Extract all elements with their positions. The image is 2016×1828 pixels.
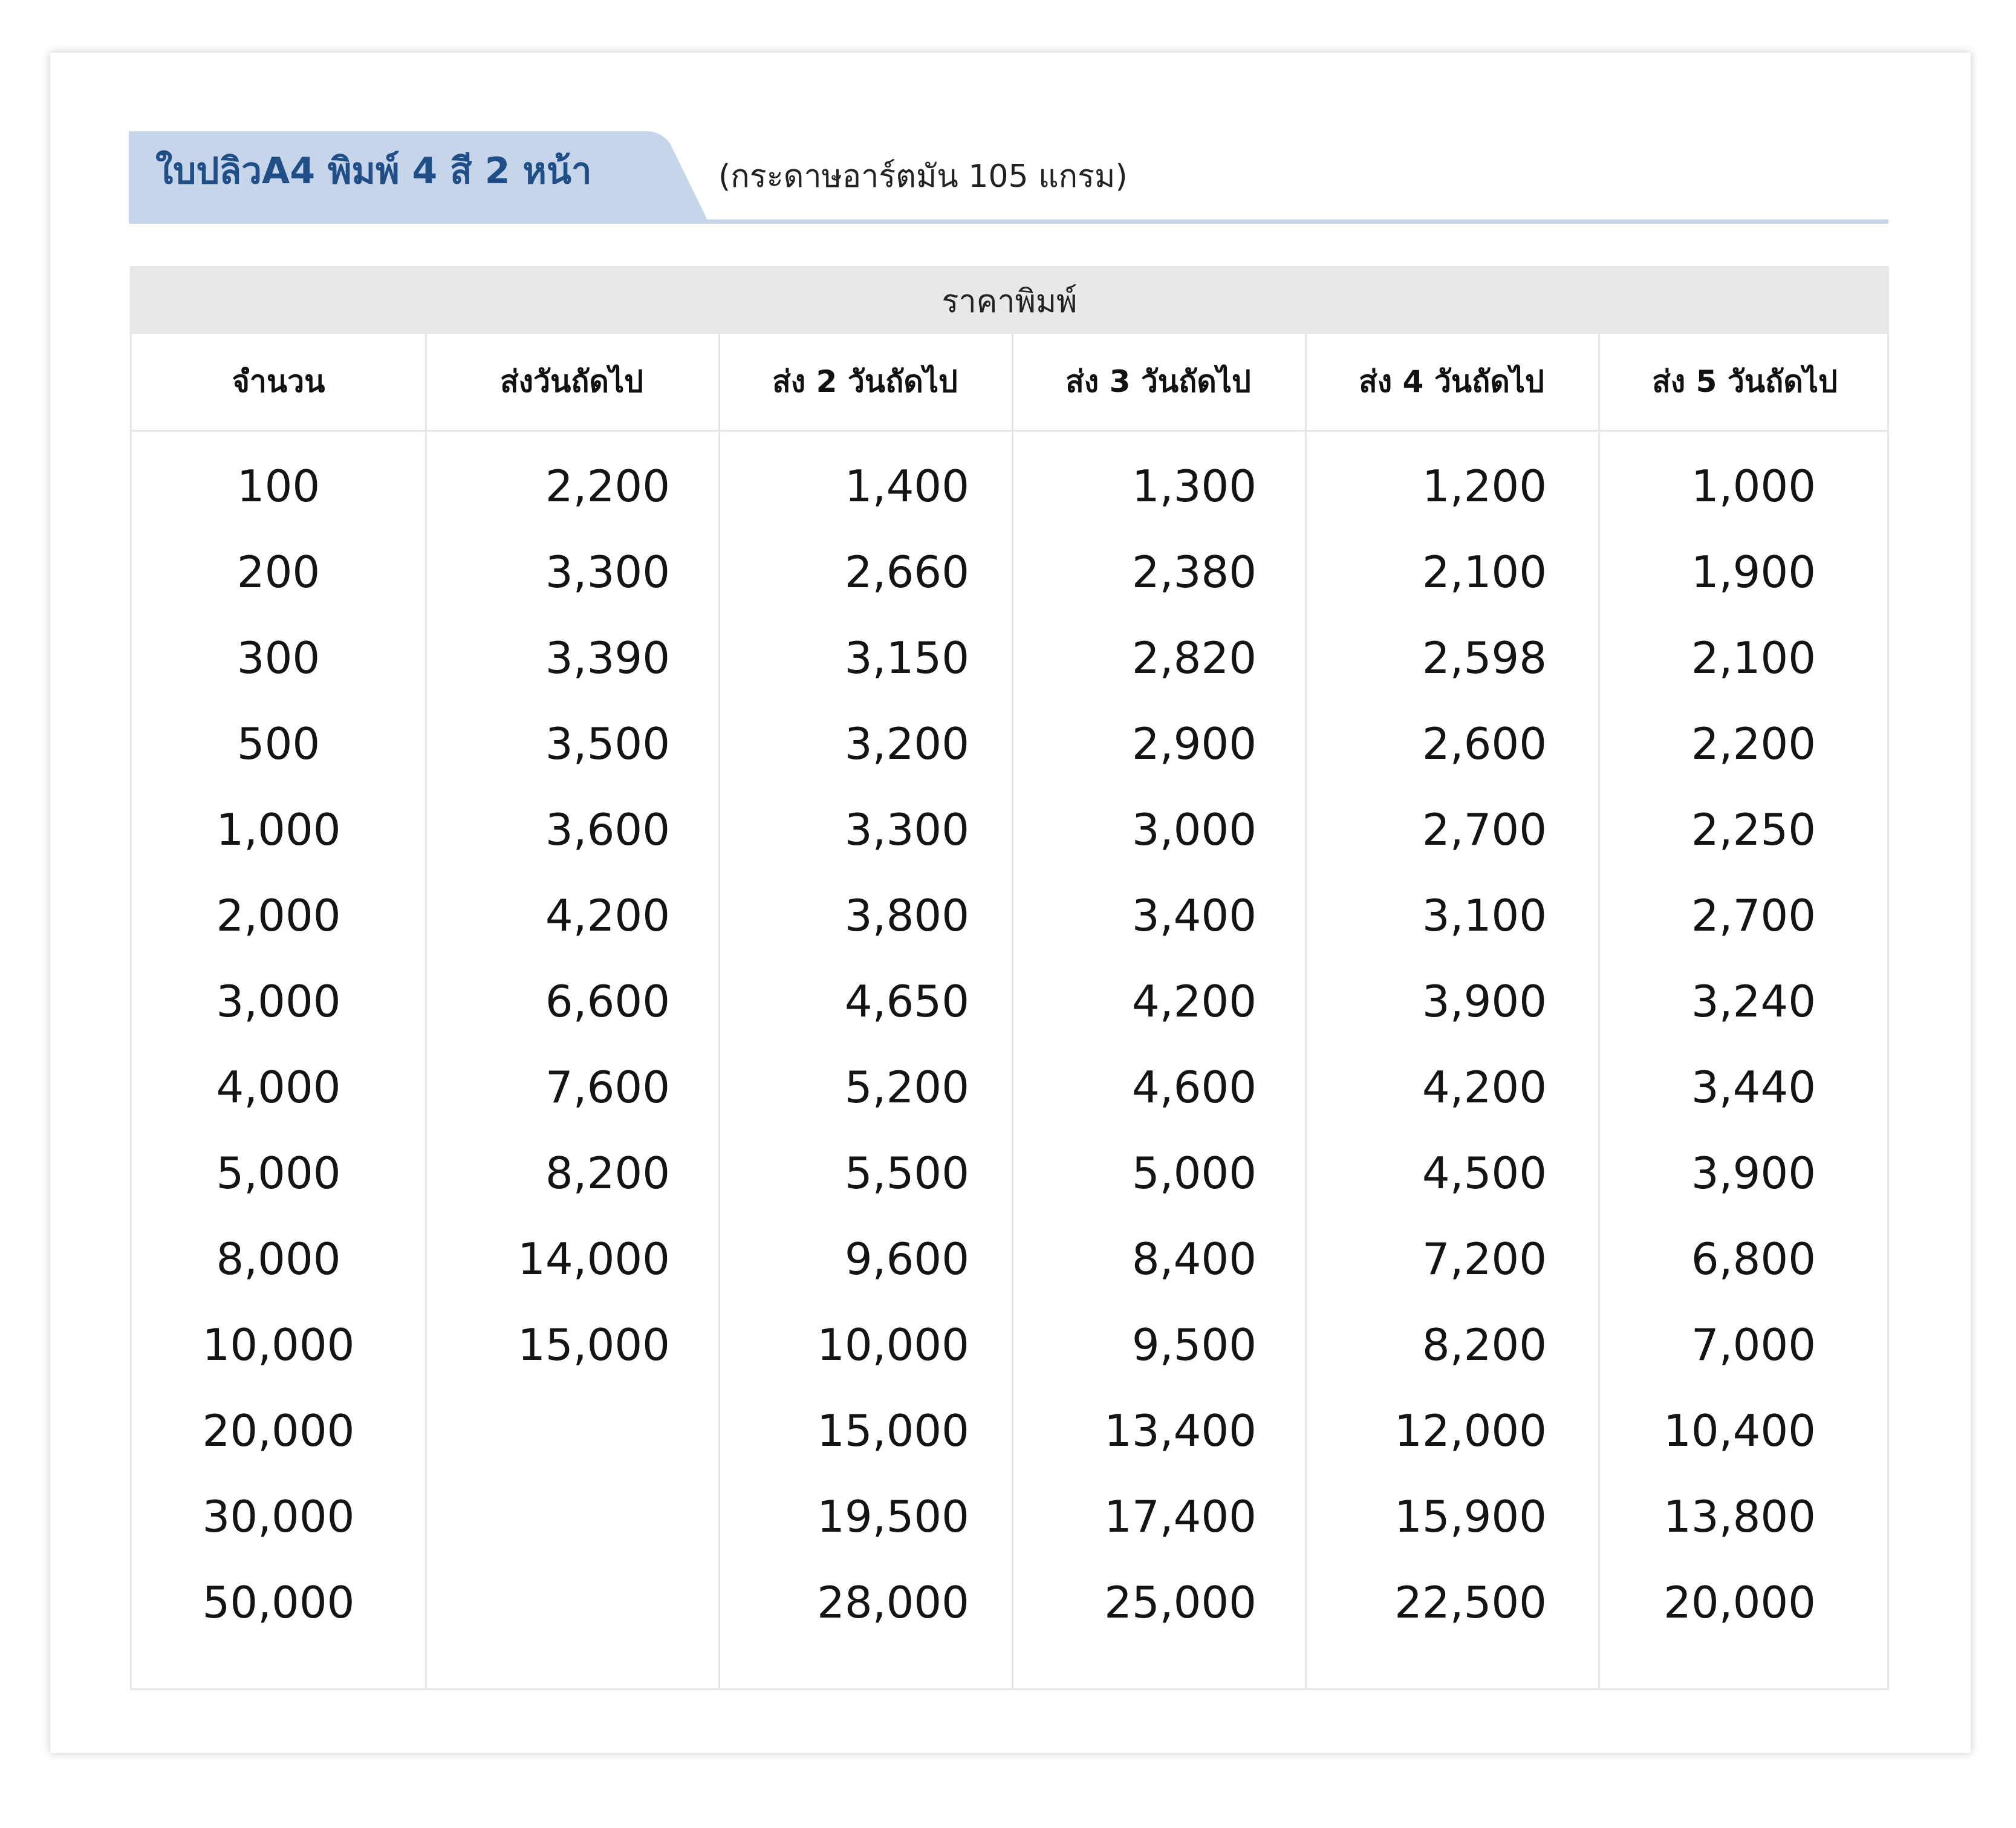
price-cell: 1,000 xyxy=(1691,461,1816,512)
column-header-4-days: ส่ง 4 วันถัดไป xyxy=(1359,364,1544,399)
table-row xyxy=(132,787,1887,873)
price-cell: 15,000 xyxy=(817,1405,969,1456)
title-bar xyxy=(129,131,1888,224)
table-row xyxy=(132,443,1887,529)
price-cell: 3,150 xyxy=(844,633,969,683)
header-divider xyxy=(132,430,1887,432)
page-title: ใบปลิวA4 พิมพ์ 4 สี 2 หน้า xyxy=(155,150,592,192)
price-cell: 1,200 xyxy=(1422,461,1547,512)
price-cell: 1,400 xyxy=(844,461,969,512)
quantity-cell: 300 xyxy=(236,633,320,683)
price-cell: 4,500 xyxy=(1422,1148,1547,1199)
price-cell: 2,660 xyxy=(844,547,969,597)
price-cell: 3,800 xyxy=(844,890,969,941)
price-cell: 15,000 xyxy=(518,1319,670,1370)
price-cell: 8,400 xyxy=(1131,1234,1257,1284)
price-cell: 5,200 xyxy=(844,1062,969,1113)
column-header-3-days: ส่ง 3 วันถัดไป xyxy=(1065,364,1251,399)
price-cell: 2,200 xyxy=(545,461,670,512)
price-cell: 3,900 xyxy=(1422,976,1547,1027)
price-cell: 2,598 xyxy=(1422,633,1547,683)
price-cell: 20,000 xyxy=(1663,1577,1816,1628)
price-cell: 8,200 xyxy=(1422,1319,1547,1370)
price-cell: 2,700 xyxy=(1691,890,1816,941)
column-header-quantity: จำนวน xyxy=(232,364,325,399)
quantity-cell: 30,000 xyxy=(202,1491,355,1542)
price-cell: 12,000 xyxy=(1394,1405,1547,1456)
price-cell: 4,200 xyxy=(545,890,670,941)
column-header-row xyxy=(132,334,1887,430)
table-row xyxy=(132,1216,1887,1302)
price-cell: 4,600 xyxy=(1131,1062,1257,1113)
price-group-header: ราคาพิมพ์ xyxy=(132,268,1887,334)
price-cell: 3,000 xyxy=(1131,804,1257,855)
price-cell: 14,000 xyxy=(518,1234,670,1284)
price-cell: 3,240 xyxy=(1691,976,1816,1027)
price-cell: 4,650 xyxy=(844,976,969,1027)
quantity-cell: 100 xyxy=(236,461,320,512)
price-cell: 25,000 xyxy=(1104,1577,1257,1628)
price-cell: 13,800 xyxy=(1663,1491,1816,1542)
price-cell: 2,250 xyxy=(1691,804,1816,855)
column-header-2-days: ส่ง 2 วันถัดไป xyxy=(772,364,958,399)
quantity-cell: 2,000 xyxy=(216,890,341,941)
price-cell: 7,600 xyxy=(545,1062,670,1113)
price-cell: 2,380 xyxy=(1131,547,1257,597)
price-cell: 3,300 xyxy=(545,547,670,597)
price-cell: 3,200 xyxy=(844,718,969,769)
price-cell: 8,200 xyxy=(545,1148,670,1199)
quantity-cell: 3,000 xyxy=(216,976,341,1027)
price-cell: 3,440 xyxy=(1691,1062,1816,1113)
price-cell: 1,300 xyxy=(1131,461,1257,512)
price-cell: 3,100 xyxy=(1422,890,1547,941)
price-cell: 22,500 xyxy=(1394,1577,1547,1628)
quantity-cell: 4,000 xyxy=(216,1062,341,1113)
price-cell: 2,700 xyxy=(1422,804,1547,855)
price-cell: 6,800 xyxy=(1691,1234,1816,1284)
price-cell: 3,400 xyxy=(1131,890,1257,941)
table-row xyxy=(132,615,1887,701)
price-cell: 3,300 xyxy=(844,804,969,855)
table-row xyxy=(132,1130,1887,1216)
price-cell: 2,100 xyxy=(1691,633,1816,683)
price-cell: 2,200 xyxy=(1691,718,1816,769)
quantity-cell: 50,000 xyxy=(202,1577,355,1628)
price-cell: 3,500 xyxy=(545,718,670,769)
price-cell: 1,900 xyxy=(1691,547,1816,597)
price-cell: 9,500 xyxy=(1131,1319,1257,1370)
price-cell: 15,900 xyxy=(1394,1491,1547,1542)
price-cell: 2,100 xyxy=(1422,547,1547,597)
price-cell: 2,820 xyxy=(1131,633,1257,683)
price-cell: 5,000 xyxy=(1131,1148,1257,1199)
quantity-cell: 20,000 xyxy=(202,1405,355,1456)
price-table xyxy=(130,266,1889,1690)
price-cell: 10,400 xyxy=(1663,1405,1816,1456)
quantity-cell: 500 xyxy=(236,718,320,769)
quantity-cell: 1,000 xyxy=(216,804,341,855)
table-row xyxy=(132,1560,1887,1645)
column-header-5-days: ส่ง 5 วันถัดไป xyxy=(1652,364,1838,399)
price-cell: 28,000 xyxy=(817,1577,969,1628)
table-row xyxy=(132,873,1887,958)
table-row xyxy=(132,1388,1887,1474)
quantity-cell: 5,000 xyxy=(216,1148,341,1199)
price-cell: 7,200 xyxy=(1422,1234,1547,1284)
price-cell: 2,600 xyxy=(1422,718,1547,769)
column-header-next-day: ส่งวันถัดไป xyxy=(500,364,643,399)
table-row xyxy=(132,1474,1887,1560)
price-cell: 4,200 xyxy=(1131,976,1257,1027)
price-cell: 13,400 xyxy=(1104,1405,1257,1456)
price-cell: 10,000 xyxy=(817,1319,969,1370)
price-cell: 3,390 xyxy=(545,633,670,683)
price-cell: 19,500 xyxy=(817,1491,969,1542)
price-table-body xyxy=(132,443,1887,1645)
table-row xyxy=(132,958,1887,1044)
price-cell: 7,000 xyxy=(1691,1319,1816,1370)
quantity-cell: 200 xyxy=(236,547,320,597)
table-row xyxy=(132,1302,1887,1388)
price-cell: 17,400 xyxy=(1104,1491,1257,1542)
price-cell: 9,600 xyxy=(844,1234,969,1284)
price-cell: 3,900 xyxy=(1691,1148,1816,1199)
quantity-cell: 8,000 xyxy=(216,1234,341,1284)
price-cell: 4,200 xyxy=(1422,1062,1547,1113)
price-cell: 2,900 xyxy=(1131,718,1257,769)
price-cell: 3,600 xyxy=(545,804,670,855)
paper-spec-subtitle: (กระดาษอาร์ตมัน 105 แกรม) xyxy=(718,158,1128,195)
quantity-cell: 10,000 xyxy=(202,1319,355,1370)
table-row xyxy=(132,1044,1887,1130)
table-row xyxy=(132,701,1887,787)
table-row xyxy=(132,529,1887,615)
price-cell: 6,600 xyxy=(545,976,670,1027)
price-cell: 5,500 xyxy=(844,1148,969,1199)
